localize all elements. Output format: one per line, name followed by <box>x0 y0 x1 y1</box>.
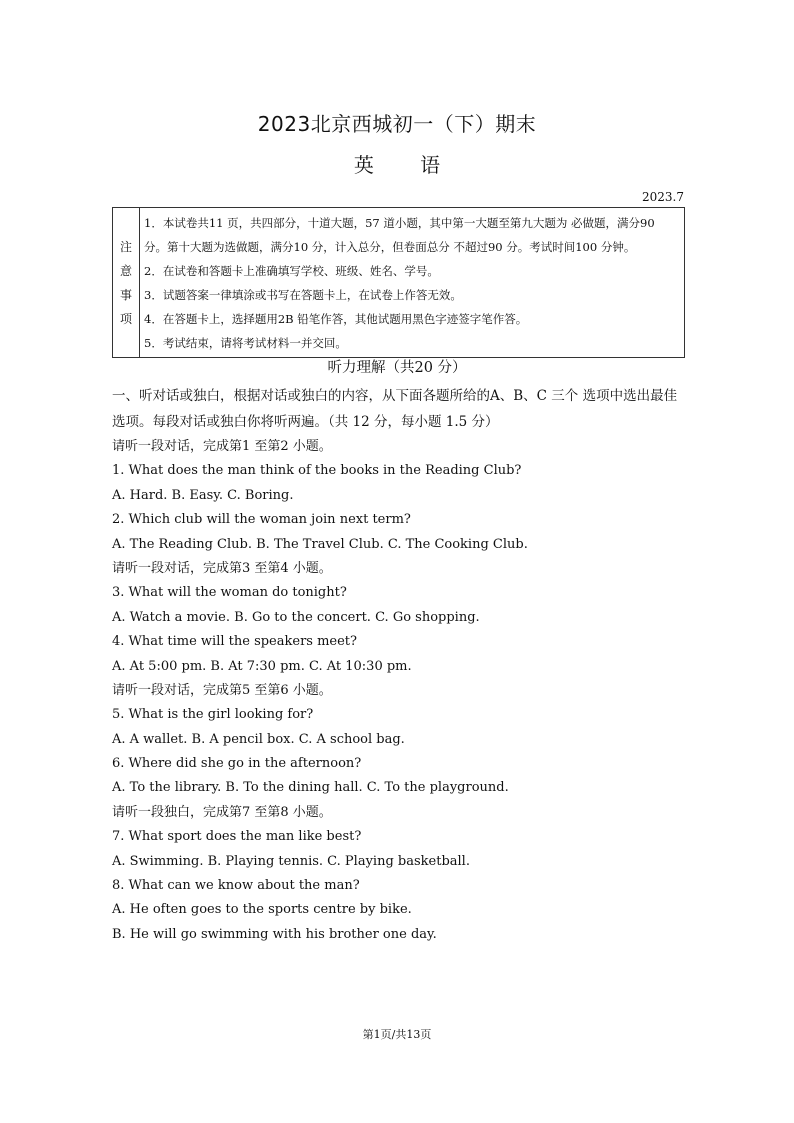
question-line: 8. What can we know about the man? <box>112 878 360 894</box>
section-title: 听力理解（共20 分） <box>327 360 467 376</box>
notice-item: 2．在试卷和答题卡上准确填写学校、班级、姓名、学号。 <box>144 264 439 278</box>
question-content <box>112 383 687 947</box>
question-line: A. At 5:00 pm. B. At 7:30 pm. C. At 10:30 pm. <box>112 658 412 674</box>
notice-item: 5．考试结束，请将考试材料一并交回。 <box>144 336 347 350</box>
notice-box <box>112 207 685 358</box>
notice-label <box>113 208 140 358</box>
question-line: A. Hard. B. Easy. C. Boring. <box>112 487 294 503</box>
exam-title: 2023北京西城初一（下）期末 <box>257 112 537 136</box>
page-number: 第1页/共13页 <box>362 1028 432 1041</box>
notice-body <box>140 208 685 358</box>
notice-item: 3．试题答案一律填涂或书写在答题卡上，在试卷上作答无效。 <box>144 288 462 302</box>
notice-label-char: 注 <box>119 239 132 254</box>
subject-title: 英 语 <box>353 153 441 177</box>
question-lines <box>112 435 687 947</box>
question-line: A. He often goes to the sports centre by bike. <box>112 902 412 918</box>
question-line: 7. What sport does the man like best? <box>112 829 362 845</box>
exam-date: 2023.7 <box>642 190 684 204</box>
notice-label-char: 事 <box>119 287 132 302</box>
question-line: A. Swimming. B. Playing tennis. C. Playing basketball. <box>112 853 470 869</box>
question-line: A. To the library. B. To the dining hall. C. To the playground. <box>112 780 509 796</box>
question-line: A. The Reading Club. B. The Travel Club. C. The Cooking Club. <box>112 536 528 552</box>
question-line: B. He will go swimming with his brother one day. <box>112 926 437 942</box>
question-line: 2. Which club will the woman join next term? <box>112 512 411 528</box>
question-line: 3. What will the woman do tonight? <box>112 585 347 601</box>
section-instruction: 一、听对话或独白，根据对话或独白的内容，从下面各题所给的A、B、C 三个 选项中选出最佳选项。每段对话或独白你将听两遍。（共 12 分，每小题 1.5 分） <box>112 388 678 430</box>
notice-item: 4．在答题卡上，选择题用2B 铅笔作答，其他试题用黑色字迹签字笔作答。 <box>144 312 528 326</box>
question-line: 1. What does the man think of the books in the Reading Club? <box>112 463 522 479</box>
question-line: 5. What is the girl looking for? <box>112 707 314 723</box>
question-line: 请听一段对话，完成第5 至第6 小题。 <box>112 682 332 698</box>
question-line: A. Watch a movie. B. Go to the concert. C. Go shopping. <box>112 609 480 625</box>
notice-label-char: 意 <box>119 263 132 278</box>
question-line: 4. What time will the speakers meet? <box>112 634 358 650</box>
question-line: 请听一段对话，完成第3 至第4 小题。 <box>112 560 332 576</box>
question-line: 请听一段对话，完成第1 至第2 小题。 <box>112 439 332 454</box>
question-line: A. A wallet. B. A pencil box. C. A school bag. <box>112 731 405 747</box>
notice-item: 1．本试卷共11 页，共四部分，十道大题，57 道小题，其中第一大题至第九大题为 必做题，满分90 分。第十大题为选做题，满分10 分，计入总分，但卷面总分 不超过90 分。考试时间100 分钟。 <box>144 216 655 254</box>
question-line: 请听一段独白，完成第7 至第8 小题。 <box>112 804 332 820</box>
notice-label-char: 项 <box>119 311 132 326</box>
question-line: 6. Where did she go in the afternoon? <box>112 756 362 772</box>
